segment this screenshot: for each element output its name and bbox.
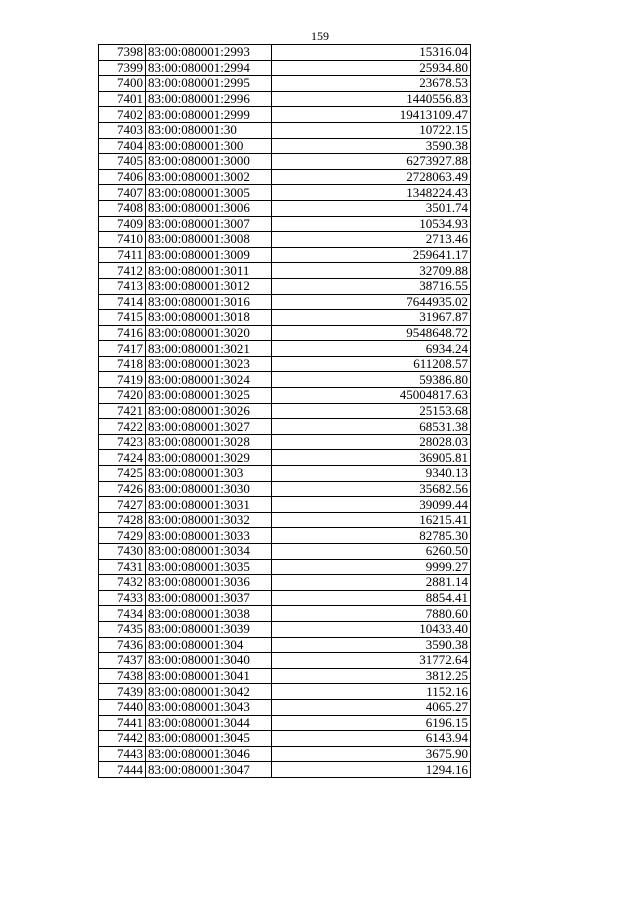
- row-number-cell: 7443: [99, 746, 146, 762]
- value-cell: 8854.41: [272, 590, 471, 606]
- cadastral-number-cell: 83:00:080001:3045: [146, 731, 272, 747]
- cadastral-number-cell: 83:00:080001:3043: [146, 699, 272, 715]
- value-cell: 16215.41: [272, 512, 471, 528]
- table-row: [99, 699, 471, 715]
- row-number-cell: 7424: [99, 450, 146, 466]
- table-row: [99, 653, 471, 669]
- value-cell: 25153.68: [272, 403, 471, 419]
- table-row: [99, 419, 471, 435]
- table-row: [99, 169, 471, 185]
- table-row: [99, 544, 471, 560]
- row-number-cell: 7407: [99, 185, 146, 201]
- table-row: [99, 388, 471, 404]
- table-row: [99, 746, 471, 762]
- cadastral-number-cell: 83:00:080001:3029: [146, 450, 272, 466]
- table-row: [99, 497, 471, 513]
- row-number-cell: 7416: [99, 325, 146, 341]
- cadastral-number-cell: 83:00:080001:3044: [146, 715, 272, 731]
- cadastral-number-cell: 83:00:080001:3036: [146, 575, 272, 591]
- table-row: [99, 154, 471, 170]
- row-number-cell: 7413: [99, 278, 146, 294]
- row-number-cell: 7439: [99, 684, 146, 700]
- row-number-cell: 7428: [99, 512, 146, 528]
- table-row: [99, 247, 471, 263]
- cadastral-number-cell: 83:00:080001:3011: [146, 263, 272, 279]
- row-number-cell: 7440: [99, 699, 146, 715]
- row-number-cell: 7412: [99, 263, 146, 279]
- table-row: [99, 528, 471, 544]
- value-cell: 15316.04: [272, 45, 471, 61]
- row-number-cell: 7435: [99, 621, 146, 637]
- value-cell: 59386.80: [272, 372, 471, 388]
- row-number-cell: 7404: [99, 138, 146, 154]
- cadastral-number-cell: 83:00:080001:304: [146, 637, 272, 653]
- value-cell: 9548648.72: [272, 325, 471, 341]
- value-cell: 3590.38: [272, 637, 471, 653]
- cadastral-number-cell: 83:00:080001:3024: [146, 372, 272, 388]
- value-cell: 9999.27: [272, 559, 471, 575]
- value-cell: 3812.25: [272, 668, 471, 684]
- table-row: [99, 185, 471, 201]
- value-cell: 3501.74: [272, 200, 471, 216]
- table-row: [99, 232, 471, 248]
- table-row: [99, 60, 471, 76]
- value-cell: 19413109.47: [272, 107, 471, 123]
- row-number-cell: 7429: [99, 528, 146, 544]
- cadastral-number-cell: 83:00:080001:3016: [146, 294, 272, 310]
- value-cell: 68531.38: [272, 419, 471, 435]
- table-body: [99, 45, 471, 778]
- value-cell: 2881.14: [272, 575, 471, 591]
- table-row: [99, 590, 471, 606]
- value-cell: 7644935.02: [272, 294, 471, 310]
- cadastral-number-cell: 83:00:080001:3006: [146, 200, 272, 216]
- cadastral-number-cell: 83:00:080001:2999: [146, 107, 272, 123]
- row-number-cell: 7420: [99, 388, 146, 404]
- value-cell: 611208.57: [272, 356, 471, 372]
- value-cell: 6196.15: [272, 715, 471, 731]
- table-row: [99, 621, 471, 637]
- value-cell: 9340.13: [272, 466, 471, 482]
- cadastral-number-cell: 83:00:080001:3005: [146, 185, 272, 201]
- value-cell: 6143.94: [272, 731, 471, 747]
- row-number-cell: 7403: [99, 122, 146, 138]
- value-cell: 31967.87: [272, 310, 471, 326]
- cadastral-number-cell: 83:00:080001:3042: [146, 684, 272, 700]
- value-cell: 2713.46: [272, 232, 471, 248]
- row-number-cell: 7426: [99, 481, 146, 497]
- table-row: [99, 715, 471, 731]
- row-number-cell: 7438: [99, 668, 146, 684]
- value-cell: 82785.30: [272, 528, 471, 544]
- table-row: [99, 512, 471, 528]
- table-row: [99, 341, 471, 357]
- row-number-cell: 7422: [99, 419, 146, 435]
- cadastral-number-cell: 83:00:080001:3030: [146, 481, 272, 497]
- cadastral-number-cell: 83:00:080001:2993: [146, 45, 272, 61]
- cadastral-number-cell: 83:00:080001:3033: [146, 528, 272, 544]
- cadastral-number-cell: 83:00:080001:2995: [146, 76, 272, 92]
- cadastral-number-cell: 83:00:080001:3007: [146, 216, 272, 232]
- value-cell: 36905.81: [272, 450, 471, 466]
- row-number-cell: 7410: [99, 232, 146, 248]
- cadastral-number-cell: 83:00:080001:3021: [146, 341, 272, 357]
- table-row: [99, 466, 471, 482]
- value-cell: 3590.38: [272, 138, 471, 154]
- table-row: [99, 45, 471, 61]
- row-number-cell: 7405: [99, 154, 146, 170]
- table-row: [99, 731, 471, 747]
- cadastral-number-cell: 83:00:080001:3041: [146, 668, 272, 684]
- table-row: [99, 310, 471, 326]
- row-number-cell: 7402: [99, 107, 146, 123]
- cadastral-number-cell: 83:00:080001:3025: [146, 388, 272, 404]
- value-cell: 3675.90: [272, 746, 471, 762]
- value-cell: 31772.64: [272, 653, 471, 669]
- row-number-cell: 7436: [99, 637, 146, 653]
- table-row: [99, 278, 471, 294]
- table-row: [99, 294, 471, 310]
- row-number-cell: 7433: [99, 590, 146, 606]
- value-cell: 38716.55: [272, 278, 471, 294]
- table-row: [99, 434, 471, 450]
- table-row: [99, 684, 471, 700]
- table-row: [99, 668, 471, 684]
- table-row: [99, 200, 471, 216]
- table-row: [99, 76, 471, 92]
- value-cell: 7880.60: [272, 606, 471, 622]
- table-row: [99, 356, 471, 372]
- row-number-cell: 7400: [99, 76, 146, 92]
- cadastral-number-cell: 83:00:080001:3012: [146, 278, 272, 294]
- row-number-cell: 7406: [99, 169, 146, 185]
- cadastral-number-cell: 83:00:080001:3031: [146, 497, 272, 513]
- cadastral-number-cell: 83:00:080001:3047: [146, 762, 272, 778]
- value-cell: 2728063.49: [272, 169, 471, 185]
- cadastral-number-cell: 83:00:080001:2996: [146, 91, 272, 107]
- value-cell: 1294.16: [272, 762, 471, 778]
- cadastral-number-cell: 83:00:080001:300: [146, 138, 272, 154]
- cadastral-number-cell: 83:00:080001:3040: [146, 653, 272, 669]
- table-row: [99, 559, 471, 575]
- value-cell: 1440556.83: [272, 91, 471, 107]
- table-row: [99, 481, 471, 497]
- value-cell: 25934.80: [272, 60, 471, 76]
- row-number-cell: 7399: [99, 60, 146, 76]
- cadastral-number-cell: 83:00:080001:2994: [146, 60, 272, 76]
- row-number-cell: 7398: [99, 45, 146, 61]
- table-row: [99, 575, 471, 591]
- row-number-cell: 7414: [99, 294, 146, 310]
- row-number-cell: 7418: [99, 356, 146, 372]
- value-cell: 1348224.43: [272, 185, 471, 201]
- row-number-cell: 7425: [99, 466, 146, 482]
- row-number-cell: 7437: [99, 653, 146, 669]
- cadastral-number-cell: 83:00:080001:3023: [146, 356, 272, 372]
- value-cell: 1152.16: [272, 684, 471, 700]
- value-cell: 10433.40: [272, 621, 471, 637]
- value-cell: 23678.53: [272, 76, 471, 92]
- value-cell: 4065.27: [272, 699, 471, 715]
- cadastral-number-cell: 83:00:080001:3027: [146, 419, 272, 435]
- table-row: [99, 403, 471, 419]
- row-number-cell: 7419: [99, 372, 146, 388]
- table-row: [99, 122, 471, 138]
- row-number-cell: 7408: [99, 200, 146, 216]
- cadastral-number-cell: 83:00:080001:3028: [146, 434, 272, 450]
- row-number-cell: 7432: [99, 575, 146, 591]
- table-row: [99, 263, 471, 279]
- row-number-cell: 7444: [99, 762, 146, 778]
- value-cell: 10534.93: [272, 216, 471, 232]
- value-cell: 10722.15: [272, 122, 471, 138]
- row-number-cell: 7401: [99, 91, 146, 107]
- row-number-cell: 7423: [99, 434, 146, 450]
- row-number-cell: 7442: [99, 731, 146, 747]
- cadastral-number-cell: 83:00:080001:3038: [146, 606, 272, 622]
- table-row: [99, 325, 471, 341]
- table-row: [99, 138, 471, 154]
- row-number-cell: 7441: [99, 715, 146, 731]
- cadastral-number-cell: 83:00:080001:3034: [146, 544, 272, 560]
- row-number-cell: 7431: [99, 559, 146, 575]
- cadastral-number-cell: 83:00:080001:3026: [146, 403, 272, 419]
- row-number-cell: 7430: [99, 544, 146, 560]
- value-cell: 6260.50: [272, 544, 471, 560]
- value-cell: 45004817.63: [272, 388, 471, 404]
- value-cell: 35682.56: [272, 481, 471, 497]
- cadastral-number-cell: 83:00:080001:303: [146, 466, 272, 482]
- table-row: [99, 107, 471, 123]
- table-row: [99, 637, 471, 653]
- cadastral-number-cell: 83:00:080001:3000: [146, 154, 272, 170]
- value-cell: 6934.24: [272, 341, 471, 357]
- cadastral-table: [98, 44, 471, 778]
- page-number: 159: [311, 29, 329, 43]
- row-number-cell: 7409: [99, 216, 146, 232]
- table-row: [99, 372, 471, 388]
- cadastral-number-cell: 83:00:080001:3018: [146, 310, 272, 326]
- table-row: [99, 762, 471, 778]
- cadastral-number-cell: 83:00:080001:3008: [146, 232, 272, 248]
- cadastral-number-cell: 83:00:080001:3002: [146, 169, 272, 185]
- table-row: [99, 450, 471, 466]
- table-row: [99, 91, 471, 107]
- value-cell: 32709.88: [272, 263, 471, 279]
- value-cell: 39099.44: [272, 497, 471, 513]
- cadastral-number-cell: 83:00:080001:30: [146, 122, 272, 138]
- cadastral-number-cell: 83:00:080001:3020: [146, 325, 272, 341]
- table-row: [99, 216, 471, 232]
- value-cell: 6273927.88: [272, 154, 471, 170]
- row-number-cell: 7417: [99, 341, 146, 357]
- table-row: [99, 606, 471, 622]
- cadastral-number-cell: 83:00:080001:3009: [146, 247, 272, 263]
- row-number-cell: 7411: [99, 247, 146, 263]
- cadastral-number-cell: 83:00:080001:3046: [146, 746, 272, 762]
- cadastral-number-cell: 83:00:080001:3035: [146, 559, 272, 575]
- row-number-cell: 7434: [99, 606, 146, 622]
- row-number-cell: 7427: [99, 497, 146, 513]
- cadastral-number-cell: 83:00:080001:3039: [146, 621, 272, 637]
- cadastral-number-cell: 83:00:080001:3037: [146, 590, 272, 606]
- value-cell: 259641.17: [272, 247, 471, 263]
- cadastral-number-cell: 83:00:080001:3032: [146, 512, 272, 528]
- value-cell: 28028.03: [272, 434, 471, 450]
- row-number-cell: 7421: [99, 403, 146, 419]
- row-number-cell: 7415: [99, 310, 146, 326]
